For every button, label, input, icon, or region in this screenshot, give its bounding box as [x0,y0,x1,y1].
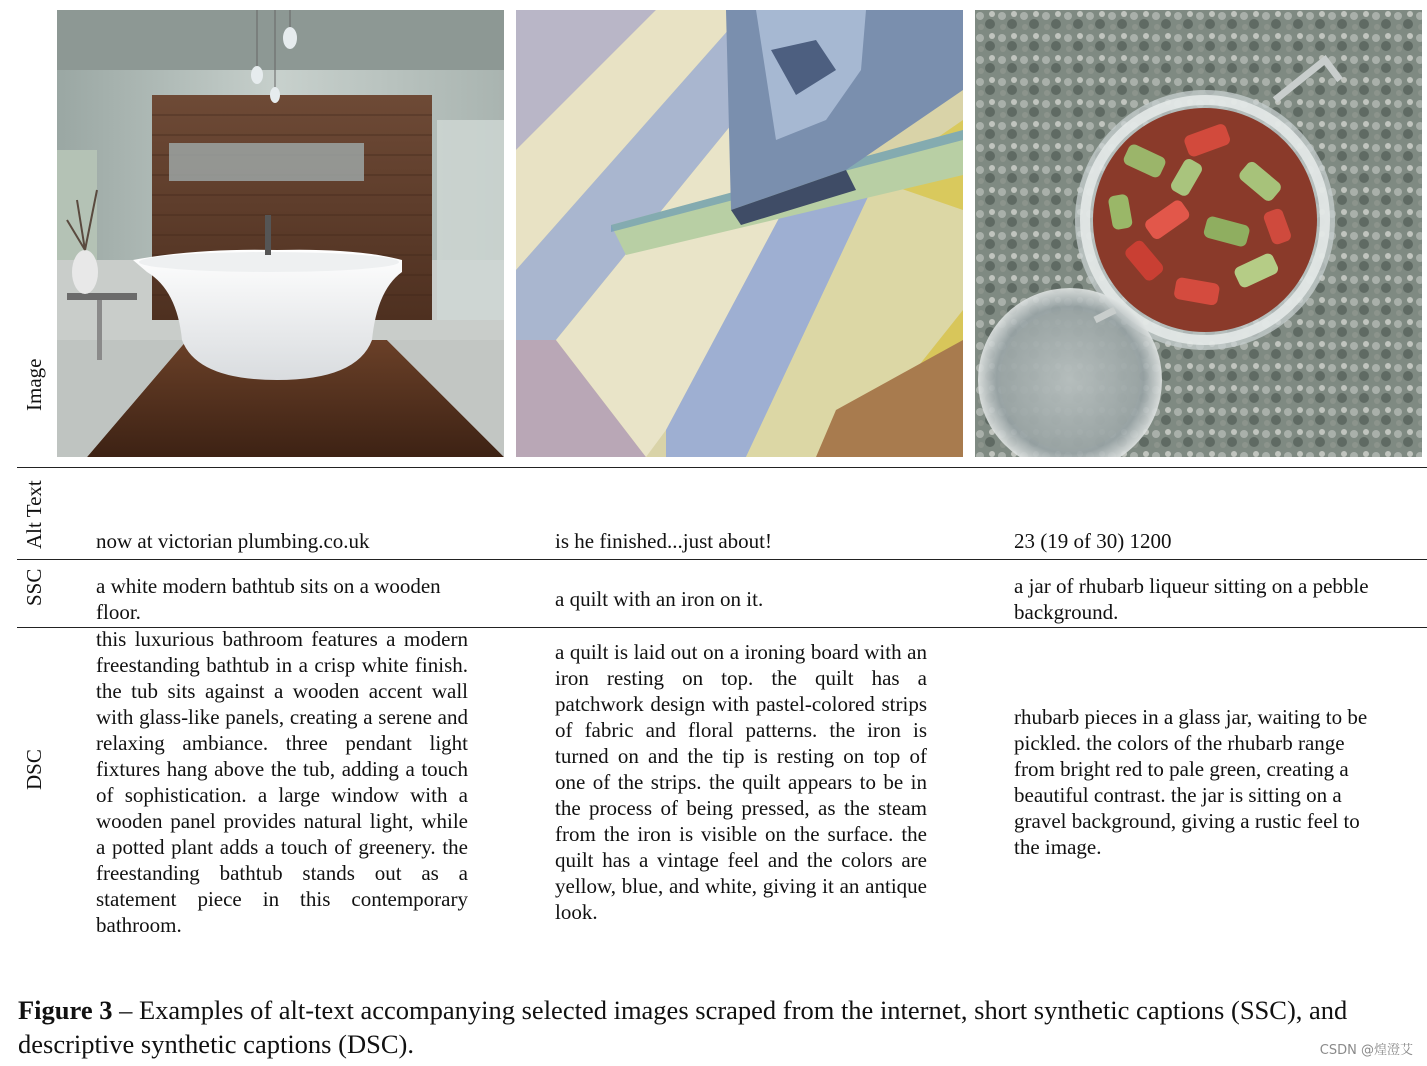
row-label-ssc: SSC [22,568,46,606]
rhubarb-jar-image [975,10,1422,457]
figure-caption [18,993,1418,1061]
row-label-dsc: DSC [22,749,46,790]
row-label-image: Image [22,358,46,411]
alt-text-cell: now at victorian plumbing.co.uk [96,529,370,553]
ssc-cell: a quilt with an iron on it. [555,587,764,611]
dsc-cell: a quilt is laid out on a ironing board with an iron resting on top. the quilt has a patchwork design with pastel-colored strips of fabric and floral patterns. the iron is turned on and the tip is resting on top of one of the strips. the quilt appears to be in the process of being pressed, as the steam from the iron is visible on the surface. the quilt has a vintage feel and the colors are yellow, blue, and white, giving it an antique look. [555,640,927,924]
dsc-cell: this luxurious bathroom features a modern freestanding bathtub in a crisp white finish. the tub sits against a wooden accent wall with glass-like panels, creating a serene and relaxing ambiance. three pendant light fixtures hang above the tub, adding a touch of sophistication. a large window with a wooden panel provides natural light, while a potted plant adds a touch of greenery. the freestanding bathtub stands out as a statement piece in this contemporary bathroom. [96,627,468,937]
row-label-alt-text: Alt Text [22,480,46,549]
bathroom-image [57,10,504,457]
rule-after-alt-text [17,559,1427,560]
quilt-iron-image [516,10,963,457]
alt-text-cell: is he finished...just about! [555,529,772,553]
figure-caption-text: – Examples of alt-text accompanying selected images scraped from the internet, short synthetic captions (SSC), and descriptive synthetic captions (DSC). [18,995,1348,1059]
rule-after-images [17,467,1427,468]
figure-label: Figure 3 [18,995,113,1025]
dsc-cell: rhubarb pieces in a glass jar, waiting to be pickled. the colors of the rhubarb range from bright red to pale green, creating a beautiful contrast. the jar is sitting on a gravel background, giving a rustic feel to the image. [1014,705,1368,859]
watermark: CSDN @煌澄艾 [1319,1043,1413,1058]
ssc-cell: a jar of rhubarb liqueur sitting on a pebble background. [1014,574,1369,624]
alt-text-cell: 23 (19 of 30) 1200 [1014,529,1172,553]
ssc-cell: a white modern bathtub sits on a wooden floor. [96,574,441,624]
